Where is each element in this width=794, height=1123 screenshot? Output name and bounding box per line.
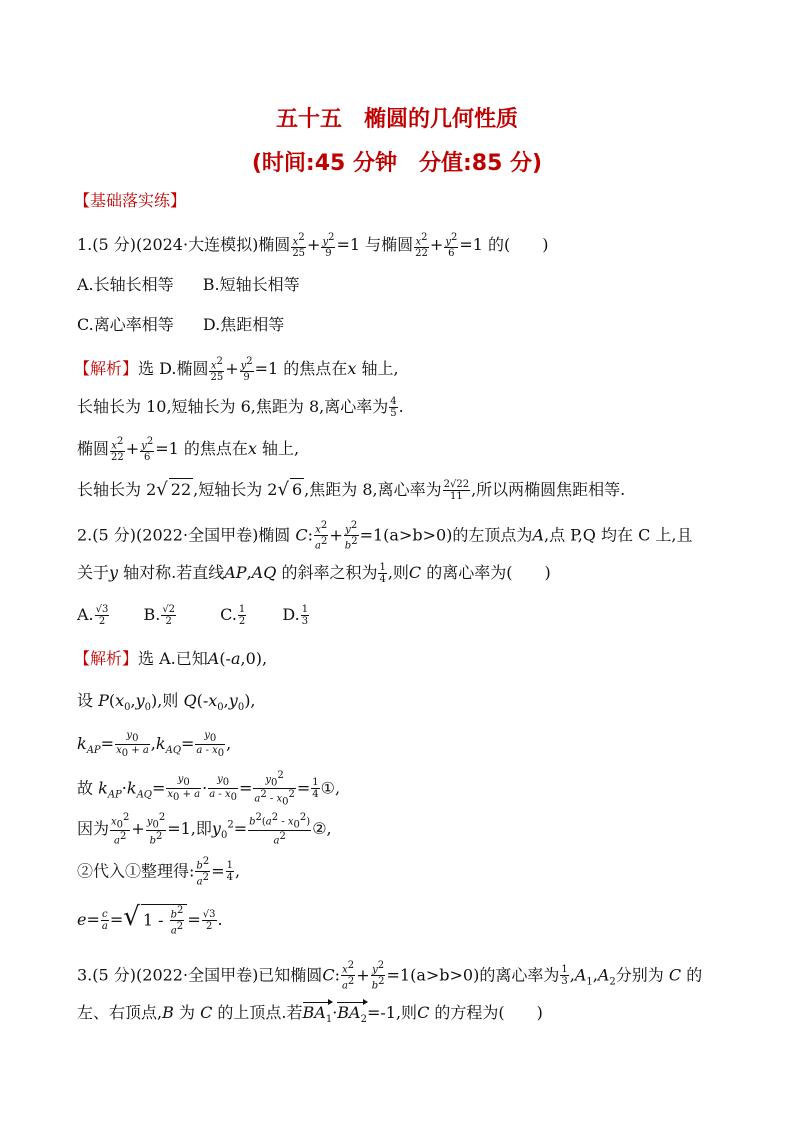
q1-option-a: A.长轴长相等	[77, 275, 174, 294]
q2-s5: 因为	[77, 818, 110, 838]
analysis-tag: 【解析】	[74, 649, 139, 668]
axis-x: x	[347, 359, 357, 379]
fraction: $\frac{x^2}{22}$	[111, 436, 124, 464]
q2-line2-c: 的斜率之积为	[281, 563, 378, 582]
q1-a3-tail: 的焦点在	[183, 439, 248, 459]
q2-s1: 选 A.已知	[138, 649, 208, 668]
q2-s5-b: =1,即	[167, 818, 212, 838]
q2-cond: =1(a>b>0)的左顶点为	[359, 525, 533, 545]
q2-analysis-line7: e= $\frac{c}{a}$ =√ 1 - $\frac{b^2}{a^2}$ = $\frac{√3}{2}$ .	[77, 901, 223, 937]
q2-analysis-line4: 故 $k_{AP}\cdot k_{AQ}=$ $\frac{y_0}{x_0 + a}$ · $\frac{y_0}{a - x_0}$ = $\frac{y_0^2}{a^2 - x_0^2}$ = $\frac{1}{4}$ ①,	[77, 770, 341, 808]
q2-line2-b: 轴对称.若直线	[123, 563, 225, 582]
fraction: $\frac{x^2}{25}$	[292, 232, 306, 260]
q1-option-b: B.短轴长相等	[202, 275, 300, 294]
fraction: $\frac{y^2}{6}$	[141, 436, 154, 464]
section-label: 【基础落实练】	[74, 191, 187, 210]
q1-analysis-line4: 长轴长为 2√ 22 ,短轴长为 2√ 6 ,焦距为 8,离心率为 $\frac{2√22}{11}$ ,所以两椭圆焦距相等.	[77, 479, 626, 502]
q2-s4: 故	[77, 778, 94, 798]
q2-analysis-line1: 【解析】选 A.已知A(-a,0),	[74, 649, 268, 668]
q2-analysis-line6: ②代入①整理得: $\frac{b^2}{a^2}$ = $\frac{1}{4}$ ,	[77, 856, 241, 888]
fraction: $\frac{2√22}{11}$	[443, 479, 470, 502]
fraction: $\frac{y^2}{6}$	[445, 232, 458, 260]
question-1-stem: 1.(5 分)(2024·大连模拟)椭圆 $\frac{x^2}{25}$ + $\frac{y^2}{9}$ =1 与椭圆 $\frac{x^2}{22}$ + $\frac{y^2}{6}$ =1 的( )	[77, 232, 549, 260]
q1-a3: 椭圆	[77, 439, 110, 459]
fraction: $\frac{x^2}{25}$	[210, 356, 224, 384]
circled-1: ①	[320, 778, 335, 798]
q2-analysis-line5: 因为 $\frac{x_0^2}{a^2}$ + $\frac{y_0^2}{b^2}$ =1,即$y_0^2=$ $\frac{b^2(a^2 - x_0^2)}{a^2}$ ②,	[77, 812, 332, 847]
q2-line1-tail: ,点 P,Q 均在 C 上,且	[544, 525, 693, 545]
q1-a2: 长轴长为 10,短轴长为 6,焦距为 8,离心率为	[77, 397, 389, 416]
q1-a4-1: 长轴长为 2	[77, 480, 157, 499]
q1-a1-tail: 的焦点在	[283, 359, 348, 379]
axis-tail: 轴上,	[262, 439, 300, 459]
q2-prefix: 2.(5 分)(2022·全国甲卷)椭圆	[77, 525, 291, 545]
q3-line1-end: 的	[686, 965, 703, 985]
question-2-stem-line2: 关于y 轴对称.若直线AP,AQ 的斜率之积为 $\frac{1}{4}$ ,则C 的离心率为( )	[77, 562, 551, 585]
q1-a1: 选 D.椭圆	[138, 359, 209, 379]
q2-analysis-line2: 设 $P(x_0,y_0)$,则 $Q(-x_0,y_0)$,	[77, 691, 256, 714]
q3-cond: =1(a>b>0)的离心率为	[386, 965, 560, 985]
question-2-stem-line1: 2.(5 分)(2022·全国甲卷)椭圆 C: $\frac{x^2}{a^2}$ + $\frac{y^2}{b^2}$ =1(a>b>0)的左顶点为A,点 P,Q 均在 C 上,且	[77, 520, 693, 552]
q2-s2-b: ,则	[157, 691, 179, 710]
q1-analysis-line2: 长轴长为 10,短轴长为 6,焦距为 8,离心率为 $\frac{4}{5}$ .	[77, 396, 404, 419]
q3-line1-tail: 分别为	[615, 965, 664, 985]
q2-option-a: A. $\frac{√3}{2}$	[77, 604, 109, 627]
q2-option-d: D. $\frac{1}{3}$	[282, 604, 309, 627]
q1-options-row2	[77, 314, 284, 336]
q1-analysis-line3: 椭圆 $\frac{x^2}{22}$ + $\frac{y^2}{6}$ =1 的焦点在x 轴上,	[77, 436, 300, 464]
q2-line2-a: 关于	[77, 563, 110, 582]
q1-middle: 与椭圆	[365, 235, 414, 255]
q1-options-row1	[77, 274, 300, 296]
q3-line2-d: =-1,则	[366, 1003, 418, 1022]
fraction: $\frac{x^2}{22}$	[415, 232, 428, 260]
analysis-tag: 【解析】	[74, 359, 139, 379]
q1-a4-3: ,焦距为 8,离心率为	[304, 480, 442, 499]
page-title: 五十五 椭圆的几何性质	[275, 107, 518, 132]
q1-a4-4: ,所以两椭圆焦距相等.	[471, 480, 626, 499]
q1-option-d: D.焦距相等	[202, 315, 285, 334]
q2-s6: ②代入①整理得:	[77, 861, 195, 881]
q2-s2: 设	[77, 691, 94, 710]
q2-line2-e: 的离心率为( )	[426, 563, 551, 582]
question-3-stem-line1: 3.(5 分)(2022·全国甲卷)已知椭圆C: $\frac{x^2}{a^2}$ + $\frac{y^2}{b^2}$ =1(a>b>0)的离心率为 $\frac{1}{3}$ $,A_1,A_2$分别为 C 的	[77, 960, 703, 992]
q1-option-c: C.离心率相等	[77, 315, 174, 334]
q3-prefix: 3.(5 分)(2022·全国甲卷)已知椭圆	[77, 965, 323, 985]
axis-x: x	[247, 439, 257, 459]
fraction: $\frac{4}{5}$	[390, 396, 397, 419]
page-subtitle: (时间:45 分钟 分值:85 分)	[251, 151, 543, 176]
q3-line2-b: 为	[178, 1003, 195, 1022]
fraction: $\frac{y^2}{9}$	[240, 356, 253, 384]
q1-prefix: 1.(5 分)(2024·大连模拟)椭圆	[77, 235, 291, 255]
q2-analysis-line3: $k_{AP}=$ $\frac{y_0}{x_0 + a}$ $,k_{AQ}=$ $\frac{y_0}{a - x_0}$ ,	[77, 730, 232, 759]
fraction: $\frac{1}{4}$	[379, 562, 386, 585]
q3-line2-c: 的上顶点.若	[217, 1003, 303, 1022]
q1-analysis-line1: 【解析】选 D.椭圆 $\frac{x^2}{25}$ + $\frac{y^2}{9}$ =1 的焦点在x 轴上,	[74, 356, 399, 384]
q2-options	[77, 604, 310, 627]
fraction: $\frac{y^2}{9}$	[322, 232, 335, 260]
question-3-stem-line2: 左、右顶点,B 为 C 的上顶点.若$BA_1\cdot BA_2=-1$,则C 的方程为( )	[77, 1002, 543, 1031]
fraction: $\frac{y^2}{b^2}$	[344, 520, 358, 552]
q2-option-b: B. $\frac{√2}{2}$	[143, 604, 176, 627]
fraction: $\frac{x^2}{a^2}$	[315, 520, 328, 552]
q2-line2-d: ,则	[387, 563, 409, 582]
q1-suffix: 的( )	[488, 235, 549, 255]
q3-line2-a: 左、右顶点,	[77, 1003, 163, 1022]
axis-tail: 轴上,	[361, 359, 399, 379]
q3-line2-e: 的方程为( )	[434, 1003, 543, 1022]
q2-option-c: C. $\frac{1}{2}$	[220, 604, 246, 627]
q1-a4-2: ,短轴长为 2	[193, 480, 278, 499]
circled-2: ②	[312, 818, 327, 838]
